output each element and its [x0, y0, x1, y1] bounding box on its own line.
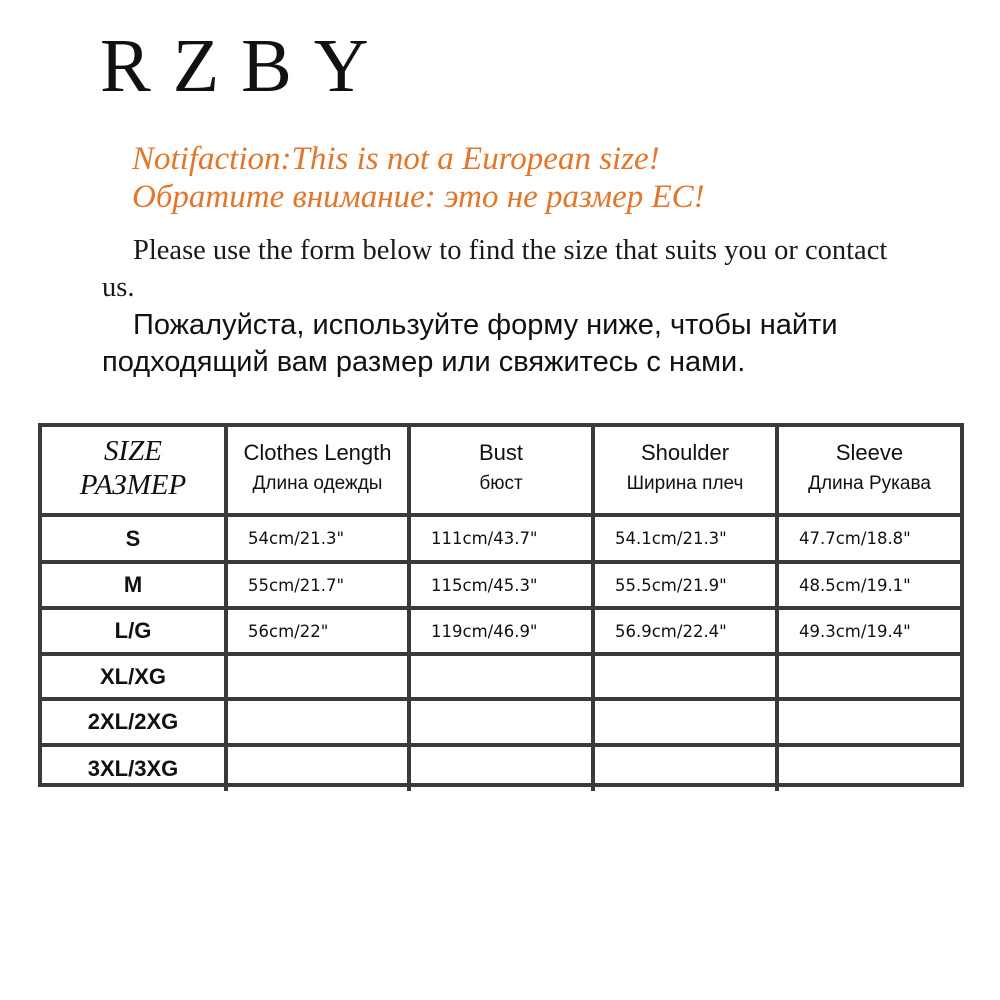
cell-sleeve: 47.7cm/18.8" [779, 517, 960, 564]
size-header-ru: РАЗМЕР [79, 469, 187, 501]
size-label-m: M [42, 564, 228, 610]
column-header-clothes-length [228, 427, 411, 517]
cell-bust [411, 747, 595, 791]
cell-sleeve: 49.3cm/19.4" [779, 610, 960, 656]
cell-shoulder [595, 656, 779, 701]
column-header-ru: Длина Рукава [808, 473, 931, 494]
size-label-xl: XL/XG [42, 656, 228, 701]
column-header-ru: Длина одежды [252, 473, 383, 494]
instructions-en: Please use the form below to find the size that suits you or contact us. [102, 235, 888, 303]
size-chart-table [38, 423, 964, 787]
column-header-sleeve [779, 427, 960, 517]
cell-shoulder [595, 701, 779, 747]
cell-bust: 115cm/45.3" [411, 564, 595, 610]
cell-clothes-length: 55cm/21.7" [228, 564, 411, 610]
cell-bust: 111cm/43.7" [411, 517, 595, 564]
notification-ru: Обратите внимание: это не размер ЕС! [132, 179, 705, 215]
column-header-bust [411, 427, 595, 517]
cell-sleeve: 48.5cm/19.1" [779, 564, 960, 610]
cell-shoulder: 54.1cm/21.3" [595, 517, 779, 564]
size-header-en: SIZE [104, 435, 162, 467]
size-label-s: S [42, 517, 228, 564]
size-label-2xl: 2XL/2XG [42, 701, 228, 747]
cell-shoulder: 56.9cm/22.4" [595, 610, 779, 656]
instructions-ru: Пожалуйста, используйте форму ниже, чтобы найти подходящий вам размер или свяжитесь с нами. [102, 309, 838, 378]
cell-sleeve [779, 701, 960, 747]
column-header-ru: бюст [479, 473, 523, 494]
cell-sleeve [779, 656, 960, 701]
cell-clothes-length: 56cm/22" [228, 610, 411, 656]
cell-clothes-length: 54cm/21.3" [228, 517, 411, 564]
cell-bust: 119cm/46.9" [411, 610, 595, 656]
cell-sleeve [779, 747, 960, 791]
column-header-en: Bust [478, 440, 524, 465]
column-header-en: Sleeve [835, 440, 904, 465]
brand-logo: RZBY [100, 24, 391, 108]
column-header-en: Shoulder [640, 440, 730, 465]
cell-clothes-length [228, 701, 411, 747]
column-header-shoulder [595, 427, 779, 517]
cell-shoulder [595, 747, 779, 791]
size-label-lg: L/G [42, 610, 228, 656]
notification-en: Notifaction:This is not a European size! [132, 141, 660, 177]
cell-clothes-length [228, 747, 411, 791]
column-header-en: Clothes Length [243, 440, 392, 465]
cell-bust [411, 701, 595, 747]
column-header-ru: Ширина плеч [626, 473, 744, 494]
size-label-3xl: 3XL/3XG [42, 747, 228, 791]
size-header-cell [42, 427, 228, 517]
cell-shoulder: 55.5cm/21.9" [595, 564, 779, 610]
cell-clothes-length [228, 656, 411, 701]
cell-bust [411, 656, 595, 701]
